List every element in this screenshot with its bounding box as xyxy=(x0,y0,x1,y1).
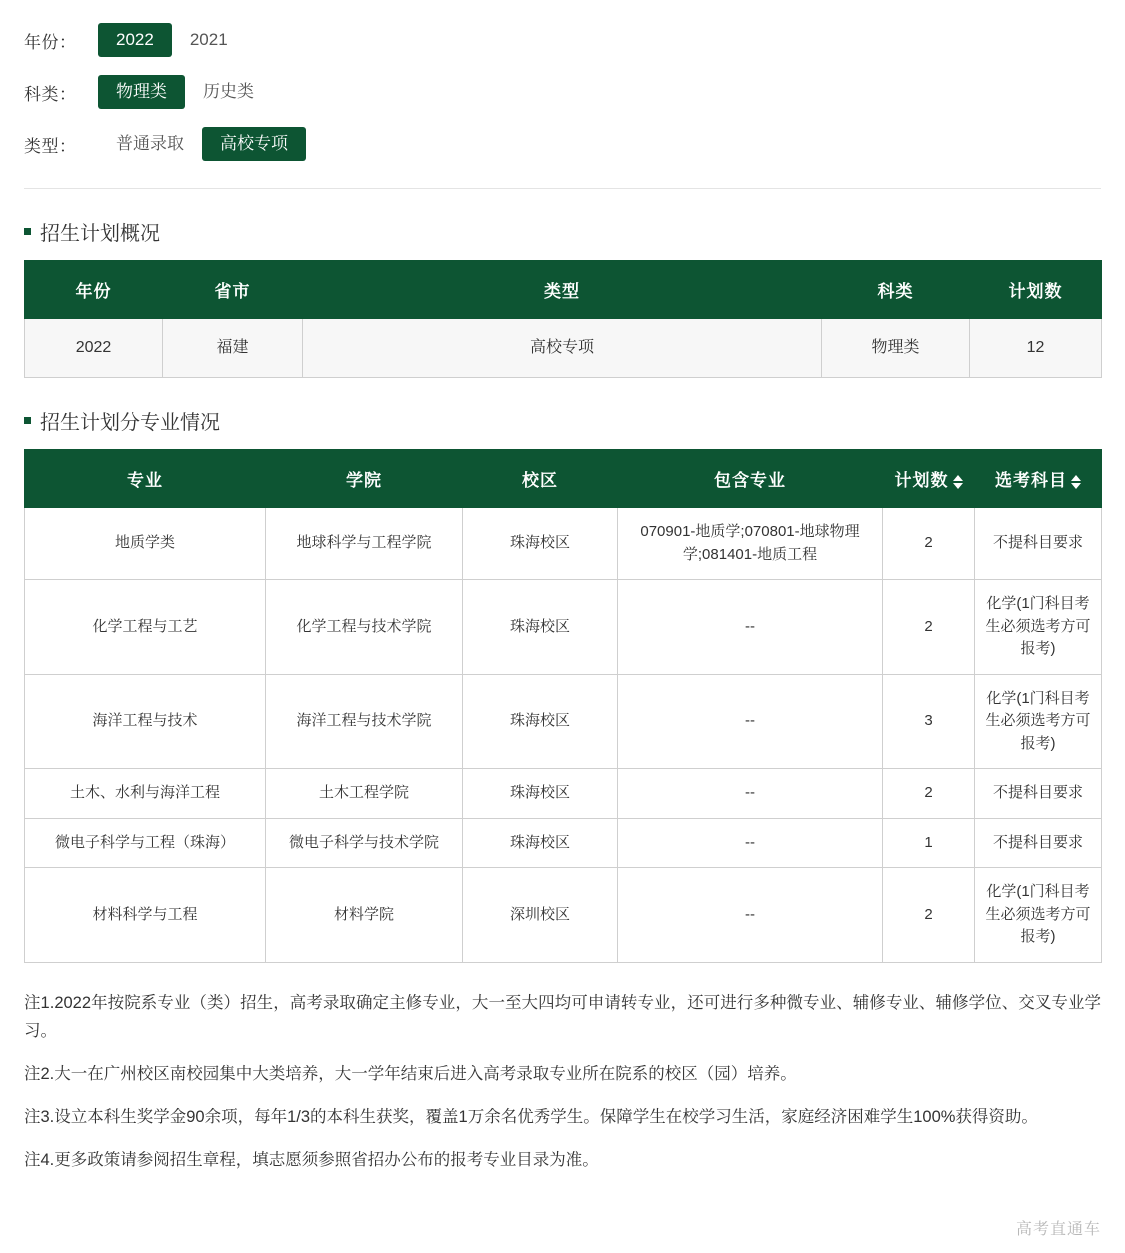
major-college: 材料学院 xyxy=(266,868,463,963)
major-campus: 珠海校区 xyxy=(463,674,618,769)
table-row xyxy=(25,868,1102,963)
major-count: 3 xyxy=(883,674,975,769)
majors-header-subject-sort[interactable] xyxy=(975,450,1102,508)
bullet-icon xyxy=(24,228,31,235)
filter-label-year: 年份： xyxy=(24,32,77,52)
note-item: 注2.大一在广州校区南校园集中大类培养，大一学年结束后进入高考录取专业所在院系的校区（园）培养。 xyxy=(24,1065,797,1084)
major-included: 070901-地质学;070801-地球物理学;081401-地质工程 xyxy=(618,508,883,580)
major-college: 海洋工程与技术学院 xyxy=(266,674,463,769)
majors-table xyxy=(24,449,1102,963)
majors-header-count-sort[interactable] xyxy=(883,450,975,508)
major-campus: 珠海校区 xyxy=(463,818,618,868)
sort-icon[interactable] xyxy=(953,475,963,489)
overview-header-count: 计划数 xyxy=(970,261,1102,319)
filter-year-2022[interactable]: 2022 xyxy=(98,23,172,57)
filter-type-general[interactable]: 普通录取 xyxy=(116,133,184,153)
major-subject-requirement: 不提科目要求 xyxy=(975,818,1102,868)
filter-label-subject: 科类： xyxy=(24,84,77,104)
overview-table xyxy=(24,260,1102,378)
filter-row-type xyxy=(24,118,1101,170)
major-name: 微电子科学与工程（珠海） xyxy=(25,818,266,868)
watermark: 高考直通车 xyxy=(1015,1221,1101,1238)
majors-header-row xyxy=(25,450,1102,508)
filter-row-subject xyxy=(24,66,1101,118)
major-campus: 珠海校区 xyxy=(463,769,618,819)
filter-subject-physics[interactable]: 物理类 xyxy=(98,75,185,109)
major-subject-requirement: 化学(1门科目考生必须选考方可报考) xyxy=(975,580,1102,675)
major-college: 地球科学与工程学院 xyxy=(266,508,463,580)
major-name: 海洋工程与技术 xyxy=(25,674,266,769)
majors-heading-text: 招生计划分专业情况 xyxy=(40,412,220,434)
overview-cell-province: 福建 xyxy=(163,319,303,378)
majors-header-count-label: 计划数 xyxy=(894,471,949,490)
major-college: 化学工程与技术学院 xyxy=(266,580,463,675)
major-included: -- xyxy=(618,580,883,675)
overview-heading-text: 招生计划概况 xyxy=(40,223,160,245)
major-subject-requirement: 化学(1门科目考生必须选考方可报考) xyxy=(975,868,1102,963)
major-subject-requirement: 不提科目要求 xyxy=(975,508,1102,580)
major-name: 化学工程与工艺 xyxy=(25,580,266,675)
filter-year-2021[interactable]: 2021 xyxy=(189,29,228,49)
major-included: -- xyxy=(618,818,883,868)
major-campus: 珠海校区 xyxy=(463,508,618,580)
majors-header-included: 包含专业 xyxy=(618,450,883,508)
overview-header-province: 省市 xyxy=(163,261,303,319)
overview-cell-subject: 物理类 xyxy=(822,319,970,378)
filter-label-type: 类型： xyxy=(24,136,77,156)
bullet-icon xyxy=(24,417,31,424)
major-count: 1 xyxy=(883,818,975,868)
major-subject-requirement: 化学(1门科目考生必须选考方可报考) xyxy=(975,674,1102,769)
major-included: -- xyxy=(618,769,883,819)
major-name: 土木、水利与海洋工程 xyxy=(25,769,266,819)
major-college: 微电子科学与技术学院 xyxy=(266,818,463,868)
major-count: 2 xyxy=(883,868,975,963)
filter-type-special[interactable]: 高校专项 xyxy=(202,127,306,161)
note-item: 注4.更多政策请参阅招生章程，填志愿须参照省招办公布的报考专业目录为准。 xyxy=(24,1151,599,1169)
overview-header-subject: 科类 xyxy=(822,261,970,319)
table-row xyxy=(25,580,1102,675)
major-name: 材料科学与工程 xyxy=(25,868,266,963)
section-divider xyxy=(24,188,1101,189)
table-row xyxy=(25,818,1102,868)
section-title-majors xyxy=(24,406,1125,435)
note-item: 注1.2022年按院系专业（类）招生，高考录取确定主修专业，大一至大四均可申请转专业，还可进行多种微专业、辅修专业、辅修学位、交叉专业学习。 xyxy=(24,993,1101,1041)
section-title-overview xyxy=(24,217,1125,246)
sort-icon[interactable] xyxy=(1071,475,1081,489)
major-included: -- xyxy=(618,868,883,963)
overview-cell-type: 高校专项 xyxy=(303,319,822,378)
major-campus: 深圳校区 xyxy=(463,868,618,963)
major-count: 2 xyxy=(883,580,975,675)
major-count: 2 xyxy=(883,769,975,819)
major-name: 地质学类 xyxy=(25,508,266,580)
major-campus: 珠海校区 xyxy=(463,580,618,675)
overview-header-type: 类型 xyxy=(303,261,822,319)
major-included: -- xyxy=(618,674,883,769)
filter-subject-history[interactable]: 历史类 xyxy=(203,81,254,101)
note-item: 注3.设立本科生奖学金90余项，每年1/3的本科生获奖，覆盖1万余名优秀学生。保障学生在校学习生活，家庭经济困难学生100%获得资助。 xyxy=(24,1108,1038,1127)
overview-header-row xyxy=(25,261,1102,319)
filter-row-year xyxy=(24,14,1101,66)
majors-header-subject-label: 选考科目 xyxy=(995,471,1067,490)
table-row xyxy=(25,769,1102,819)
overview-cell-year: 2022 xyxy=(25,319,163,378)
major-college: 土木工程学院 xyxy=(266,769,463,819)
notes-list xyxy=(24,989,1101,1175)
overview-cell-count: 12 xyxy=(970,319,1102,378)
overview-header-year: 年份 xyxy=(25,261,163,319)
major-subject-requirement: 不提科目要求 xyxy=(975,769,1102,819)
majors-header-campus: 校区 xyxy=(463,450,618,508)
filter-panel xyxy=(0,0,1125,170)
majors-header-major: 专业 xyxy=(25,450,266,508)
table-row xyxy=(25,508,1102,580)
table-row xyxy=(25,319,1102,378)
table-row xyxy=(25,674,1102,769)
majors-header-college: 学院 xyxy=(266,450,463,508)
major-count: 2 xyxy=(883,508,975,580)
